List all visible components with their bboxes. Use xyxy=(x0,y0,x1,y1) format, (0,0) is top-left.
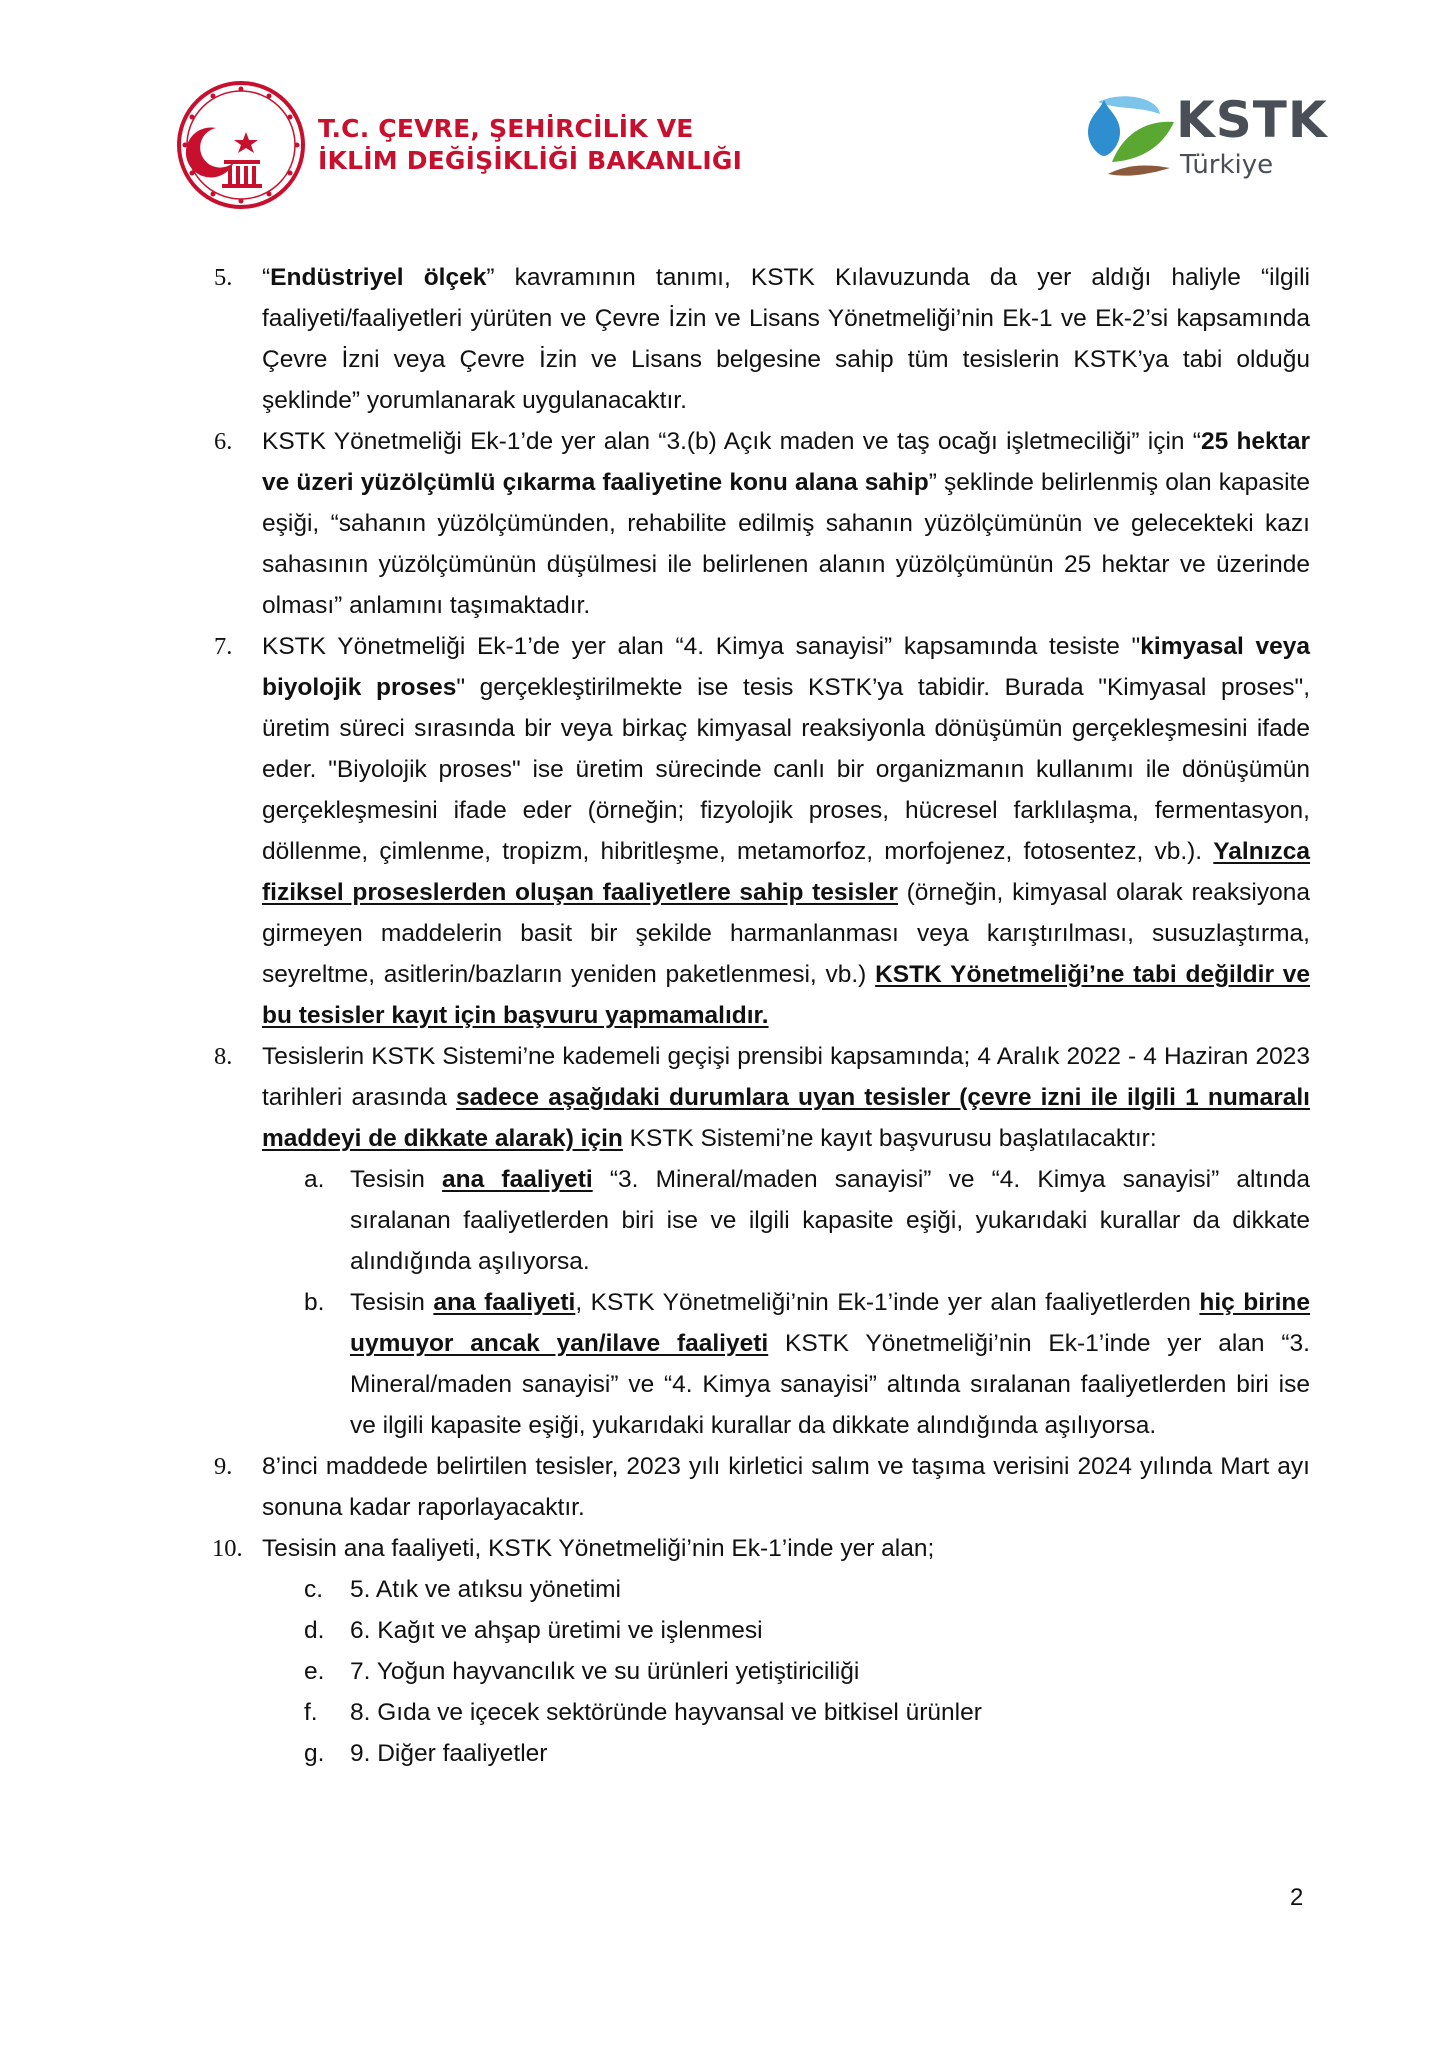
item-text: ” kavramının tanımı, KSTK Kılavuzunda da yer aldığı haliyle “ilgili faaliyeti/faaliyetleri yürüten ve Çevre İzin ve Lisans Yönetmeliği’nin Ek-1 ve Ek-2’si kapsamında Çevre İzni veya Çevre İzin ve Lisans belgesine sahip tüm tesislerin KSTK’ya tabi olduğu şeklinde” yorumlanarak uygulanacaktır. xyxy=(262,264,1310,414)
item-emphasis: ana faaliyeti xyxy=(442,1166,593,1193)
item-emphasis: sadece aşağıdaki durumlara uyan tesisler (çevre izni ile ilgili 1 numaralı maddeyi de dikkate alarak) için xyxy=(262,1084,1310,1152)
item-number: 10. xyxy=(212,1535,243,1562)
item-number: 5. xyxy=(214,264,233,291)
ministry-name-line2: İKLİM DEĞİŞİKLİĞİ BAKANLIĞI xyxy=(318,146,743,175)
sub-item-a xyxy=(214,1159,1310,1282)
item-text: 9. Diğer faaliyetler xyxy=(350,1740,548,1767)
item-number: 8. xyxy=(214,1043,233,1070)
item-text: (örneğin, kimyasal olarak reaksiyona girmeyen maddelerin basit bir şekilde harmanlanması veya karıştırılması, susuzlaştırma, seyreltme, asitlerin/bazların yeniden paketlenmesi, vb.) xyxy=(262,879,1310,988)
sub-item-letter: f. xyxy=(304,1699,318,1726)
ministry-name-line1: T.C. ÇEVRE, ŞEHİRCİLİK VE xyxy=(318,114,694,143)
item-number: 7. xyxy=(214,633,233,660)
item-number: 6. xyxy=(214,428,233,455)
sub-item-letter: b. xyxy=(304,1289,325,1316)
sub-item-letter: g. xyxy=(304,1740,325,1767)
sub-item-letter: e. xyxy=(304,1658,325,1685)
kstk-title: KSTK xyxy=(1176,91,1328,149)
item-emphasis: ana faaliyeti xyxy=(433,1289,576,1316)
item-number: 9. xyxy=(214,1453,233,1480)
item-text: KSTK Yönetmeliği’nin Ek-1’inde yer alan “3. Mineral/maden sanayisi” ve “4. Kimya sanayisi” altında sıralanan faaliyetlerden biri ise ve ilgili kapasite eşiği, yukarıdaki kurallar da dikkate alındığında aşılıyorsa. xyxy=(350,1330,1310,1439)
item-text: " gerçekleştirilmekte ise tesis KSTK’ya tabidir. Burada "Kimyasal proses", üretim süreci sırasında bir veya birkaç kimyasal reaksiyonla dönüşümün gerçekleşmesini ifade eder. "Biyolojik proses" ise üretim sürecinde canlı bir organizmanın kullanımı ile dönüşümün gerçekleşmesini ifade eder (örneğin; fizyolojik proses, hücresel farklılaşma, fermentasyon, döllenme, çimlenme, tropizm, hibritleşme, metamorfoz, morfojenez, fotosentez, vb.). xyxy=(262,674,1310,865)
item-text: 7. Yoğun hayvancılık ve su ürünleri yetiştiriciliği xyxy=(350,1658,860,1685)
item-bold-term: kimyasal veya biyolojik proses xyxy=(262,633,1310,701)
item-text: 8’inci maddede belirtilen tesisler, 2023 yılı kirletici salım ve taşıma verisini 2024 yılında Mart ayı sonuna kadar raporlayacaktır. xyxy=(262,1453,1310,1521)
item-text: 6. Kağıt ve ahşap üretimi ve işlenmesi xyxy=(350,1617,763,1644)
item-text: Tesisin ana faaliyeti, KSTK Yönetmeliği’nin Ek-1’inde yer alan; xyxy=(262,1535,935,1562)
item-text: ” şeklinde belirlenmiş olan kapasite eşiği, “sahanın yüzölçümünden, rehabilite edilmiş sahanın yüzölçümünün ve gelecekteki kazı sahasının yüzölçümünün düşülmesi ile belirlenen alanın yüzölçümünün 25 hektar ve üzerinde olması” anlamını taşımaktadır. xyxy=(262,469,1310,619)
item-text: “ xyxy=(262,264,271,291)
item-emphasis: Yalnızca fiziksel proseslerden oluşan faaliyetlere sahip tesisler xyxy=(262,838,1310,906)
item-text: “3. Mineral/maden sanayisi” ve “4. Kimya sanayisi” altında sıralanan faaliyetlerden biri ise ve ilgili kapasite eşiği, yukarıdaki kurallar da dikkate alındığında aşılıyorsa. xyxy=(350,1166,1310,1275)
sub-item-letter: a. xyxy=(304,1166,325,1193)
page-header xyxy=(0,0,1448,220)
item-emphasis: hiç birine uymuyor ancak yan/ilave faaliyeti xyxy=(350,1289,1310,1357)
item-text: Tesisin xyxy=(350,1289,434,1316)
list-item-7 xyxy=(214,626,1310,1036)
kstk-subtitle: Türkiye xyxy=(1180,150,1274,180)
item-text: KSTK Yönetmeliği Ek-1’de yer alan “4. Kimya sanayisi” kapsamında tesiste " xyxy=(262,633,1141,660)
item-text: KSTK Sistemi’ne kayıt başvurusu başlatılacaktır: xyxy=(622,1125,1157,1152)
item-text: , KSTK Yönetmeliği’nin Ek-1’inde yer alan faaliyetlerden xyxy=(575,1289,1200,1316)
page-number: 2 xyxy=(1290,1884,1304,1911)
water-drop-leaf-icon xyxy=(1078,92,1178,182)
item-text: KSTK Yönetmeliği Ek-1’de yer alan “3.(b) Açık maden ve taş ocağı işletmeciliği” için “ xyxy=(262,428,1201,455)
list-item-8 xyxy=(214,1036,1310,1159)
item-text: Tesisin xyxy=(350,1166,443,1193)
list-item-6 xyxy=(214,421,1310,626)
item-text: 5. Atık ve atıksu yönetimi xyxy=(350,1576,621,1603)
sub-item-c xyxy=(214,1569,1310,1610)
sub-item-b xyxy=(214,1282,1310,1446)
item-emphasis: KSTK Yönetmeliği’ne tabi değildir ve bu tesisler kayıt için başvuru yapmamalıdır. xyxy=(262,961,1310,1029)
ministry-name xyxy=(318,113,742,177)
sub-item-d xyxy=(214,1610,1310,1651)
list-item-10 xyxy=(214,1528,1310,1569)
item-bold-term: 25 hektar ve üzeri yüzölçümlü çıkarma faaliyetine konu alana sahip xyxy=(262,428,1310,496)
sub-item-e xyxy=(214,1651,1310,1692)
document-body xyxy=(214,257,1310,1774)
sub-item-letter: c. xyxy=(304,1576,324,1603)
sub-item-letter: d. xyxy=(304,1617,325,1644)
sub-item-f xyxy=(214,1692,1310,1733)
sub-item-g xyxy=(214,1733,1310,1774)
item-text: 8. Gıda ve içecek sektöründe hayvansal ve bitkisel ürünler xyxy=(350,1699,982,1726)
list-item-5 xyxy=(214,257,1310,421)
item-bold-term: Endüstriyel ölçek xyxy=(270,264,487,291)
ministry-seal-icon xyxy=(176,80,306,210)
list-item-9 xyxy=(214,1446,1310,1528)
item-text: Tesislerin KSTK Sistemi’ne kademeli geçişi prensibi kapsamında; 4 Aralık 2022 - 4 Haziran 2023 tarihleri arasında xyxy=(262,1043,1310,1111)
